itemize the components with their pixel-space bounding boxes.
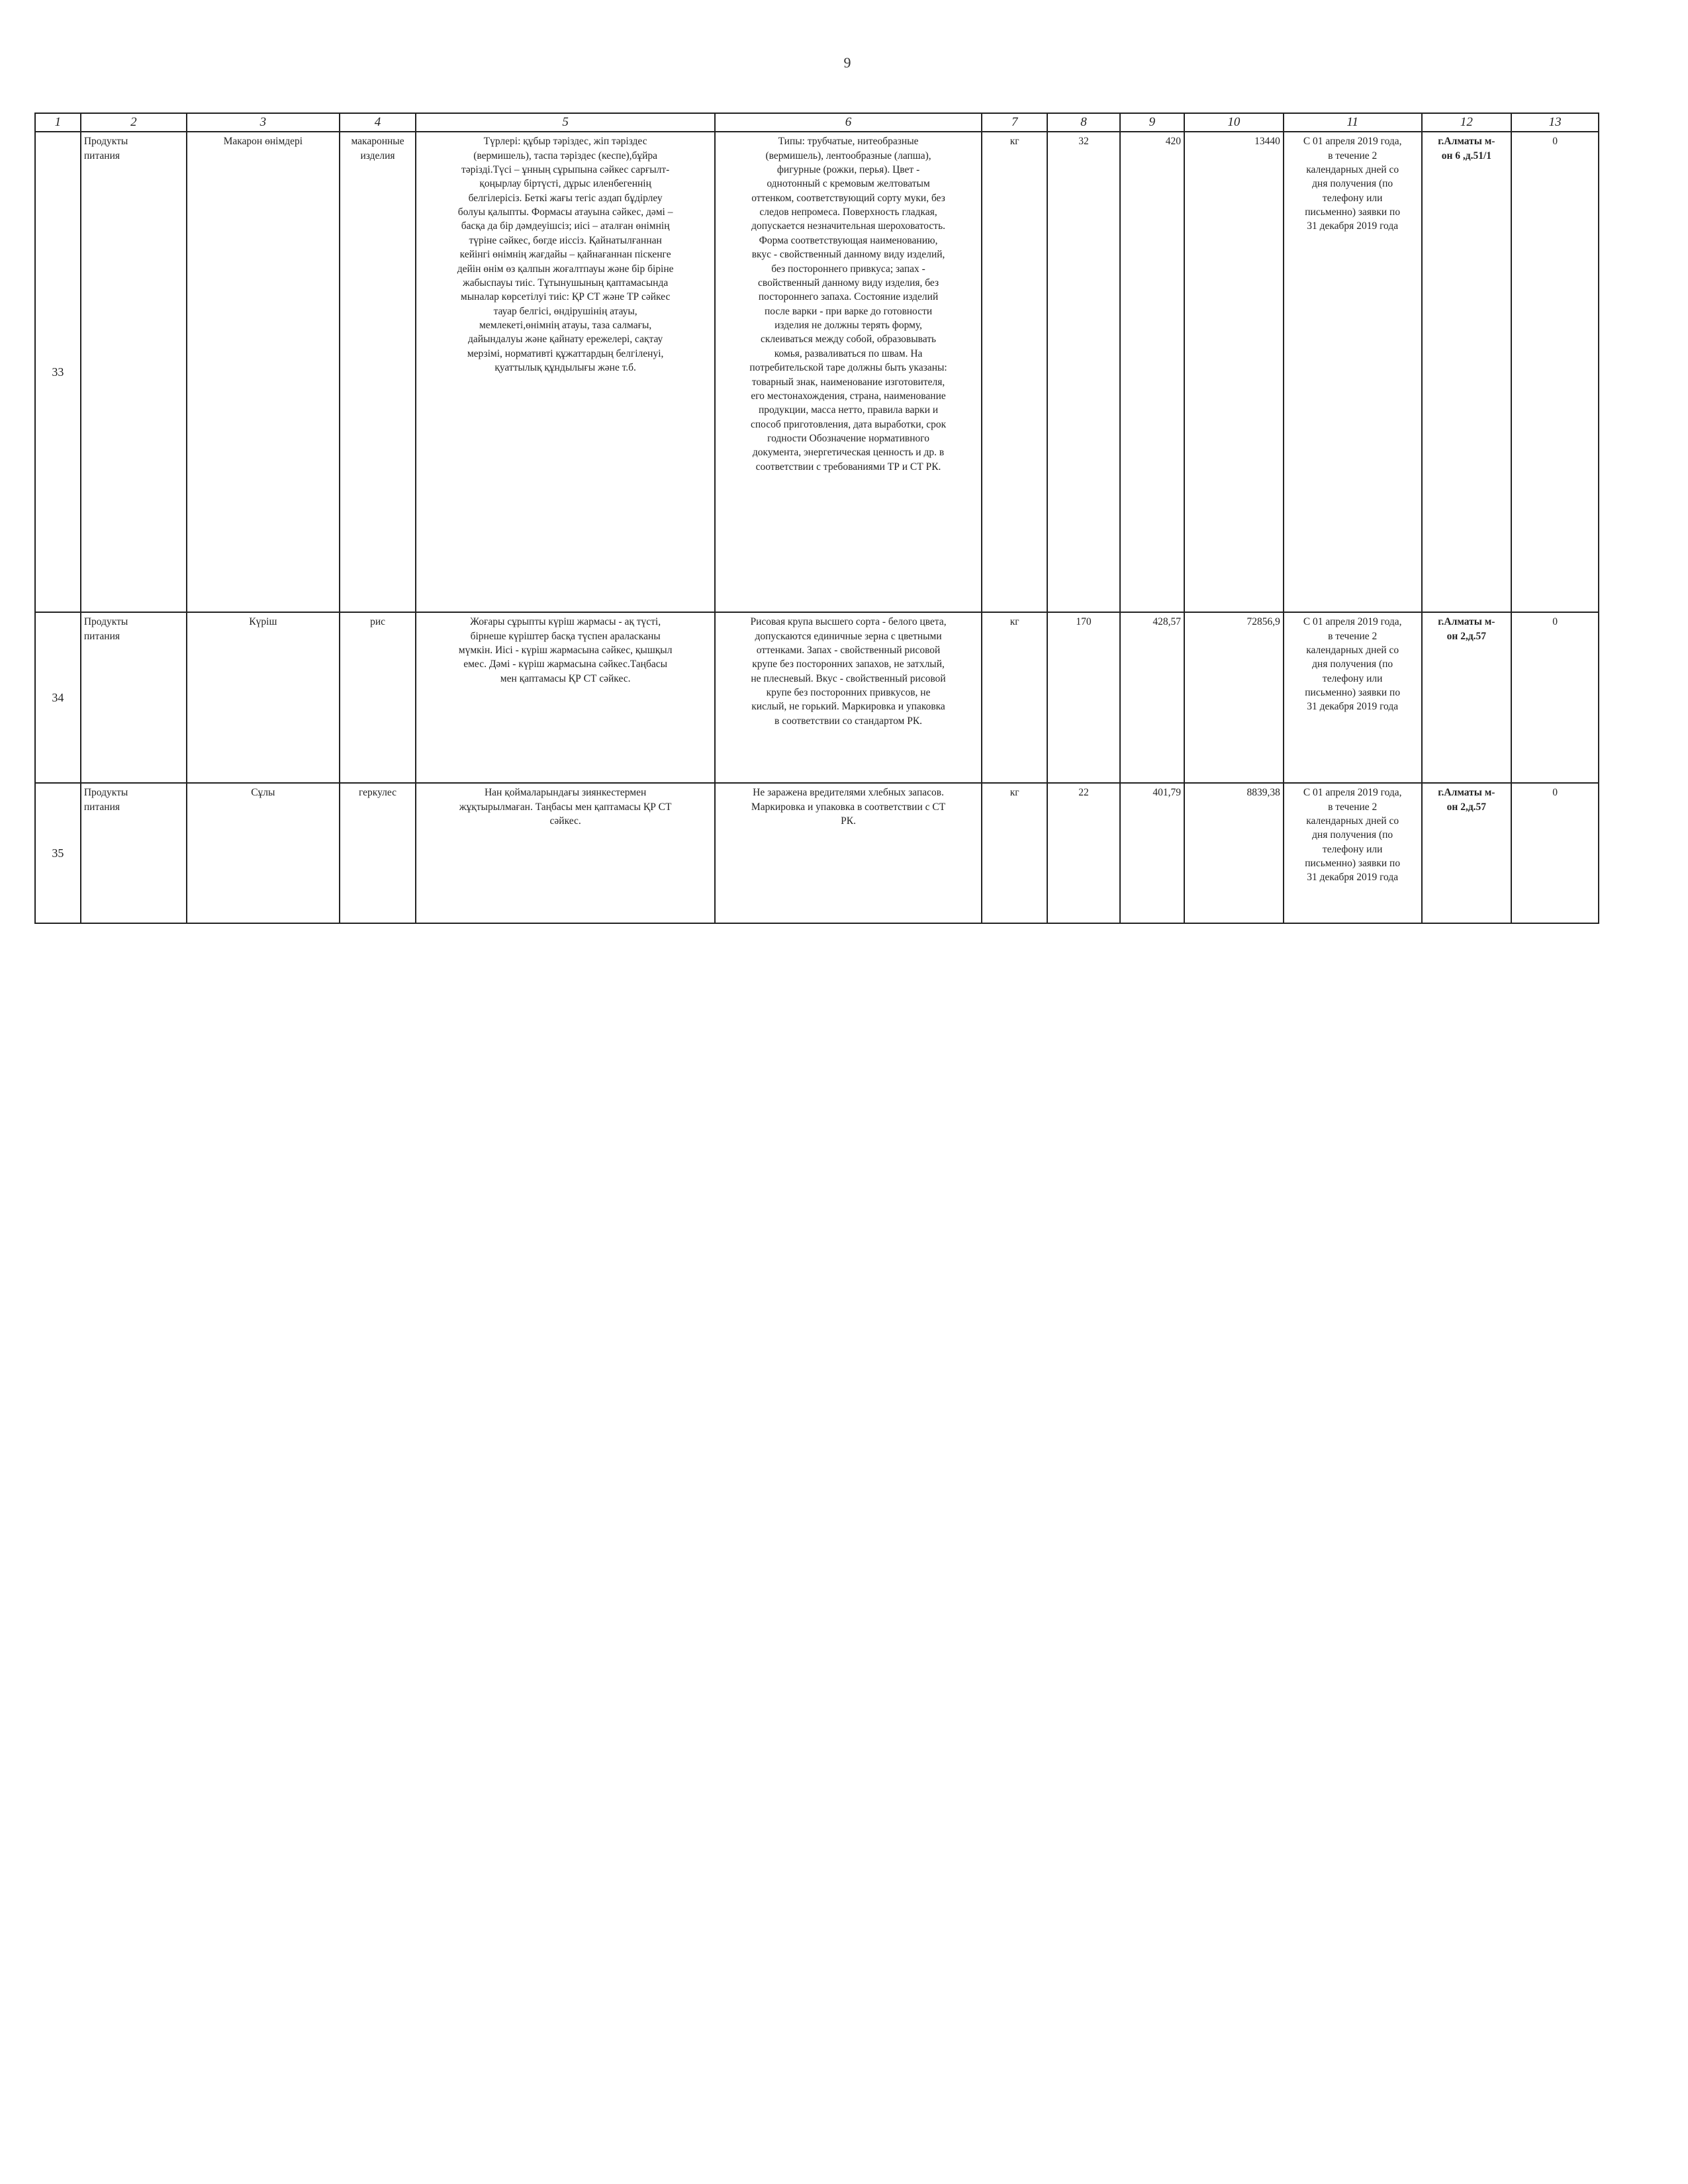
category-cell: Продукты питания bbox=[81, 612, 187, 783]
sum-cell: 13440 bbox=[1184, 132, 1284, 612]
delivery-term-cell: С 01 апреля 2019 года, в течение 2 календарных дней со дня получения (по телефону или письменно) заявки по 31 декабря 2019 года bbox=[1284, 612, 1422, 783]
column-header: 1 bbox=[35, 113, 81, 132]
column-number-row bbox=[35, 113, 1599, 132]
price-cell: 420 bbox=[1120, 132, 1184, 612]
column-header: 2 bbox=[81, 113, 187, 132]
spec-ru-cell: Не заражена вредителями хлебных запасов. Маркировка и упаковка в соответствии с СТ РК. bbox=[715, 783, 982, 923]
spec-kz-cell: Түрлері: құбыр тәріздес, жіп тәріздес (вермишель), таспа тәріздес (кеспе),бұйра тәрізді.Түсі – ұнның сұрыпына сәйкес сарғылт- қоңырлау біртүсті, дұрыс иленбегеннің белгілерісіз. Беткі жағы тегіс аздап бұдірлеу болуы қалыпты. Формасы атауына сәйкес, дәмі – басқа да бір дәмдеуішсіз; иісі – аталған өнімнің түріне сәйкес, бөгде иіссіз. Қайнатылғаннан кейінгі өнімнің жағдайы – қайнағаннан піскенге дейін өнім өз қалпын жоғалтпауы және бір біріне жабыспауы тиіс. Тұтынушының қаптамасында мыналар көрсетілуі тиіс: ҚР СТ және ТР сәйкес тауар белгісі, өндірушінің атауы, мемлекеті,өнімнің атауы, таза салмағы, дайындалуы және қайнату ережелері, сақтау мерзімі, нормативті құжаттардың белгіленуі, қуаттылық құндылығы және т.б. bbox=[416, 132, 715, 612]
column-header: 7 bbox=[982, 113, 1047, 132]
quantity-cell: 22 bbox=[1047, 783, 1119, 923]
spec-ru-cell: Рисовая крупа высшего сорта - белого цвета, допускаются единичные зерна с цветными оттенками. Запах - свойственный рисовой крупе без посторонних запахов, не затхлый, не плесневый. Вкус - свойственный рисовой крупе без посторонних привкусов, не кислый, не горький. Маркировка и упаковка в соответствии со стандартом РК. bbox=[715, 612, 982, 783]
delivery-place-cell: г.Алматы м- он 2,д.57 bbox=[1422, 612, 1512, 783]
column-header: 12 bbox=[1422, 113, 1512, 132]
column-13-cell: 0 bbox=[1511, 612, 1599, 783]
delivery-place-cell: г.Алматы м- он 6 ,д.51/1 bbox=[1422, 132, 1512, 612]
sum-cell: 72856,9 bbox=[1184, 612, 1284, 783]
unit-cell: кг bbox=[982, 783, 1047, 923]
name-ru-cell: рис bbox=[340, 612, 416, 783]
unit-cell: кг bbox=[982, 612, 1047, 783]
column-13-cell: 0 bbox=[1511, 132, 1599, 612]
procurement-table bbox=[34, 113, 1599, 924]
spec-kz-cell: Жоғары сұрыпты күріш жармасы - ақ түсті, бірнеше күріштер басқа түспен араласканы мүмкін. Иісі - күріш жармасына сәйкес, қышқыл емес. Дәмі - күріш жармасына сәйкес.Таңбасы мен қаптамасы ҚР СТ сәйкес. bbox=[416, 612, 715, 783]
column-header: 3 bbox=[187, 113, 340, 132]
quantity-cell: 32 bbox=[1047, 132, 1119, 612]
unit-cell: кг bbox=[982, 132, 1047, 612]
row-number: 34 bbox=[35, 612, 81, 783]
table-row bbox=[35, 783, 1599, 923]
column-header: 4 bbox=[340, 113, 416, 132]
table-row bbox=[35, 612, 1599, 783]
delivery-term-cell: С 01 апреля 2019 года, в течение 2 календарных дней со дня получения (по телефону или письменно) заявки по 31 декабря 2019 года bbox=[1284, 783, 1422, 923]
table-row bbox=[35, 132, 1599, 612]
column-header: 13 bbox=[1511, 113, 1599, 132]
price-cell: 428,57 bbox=[1120, 612, 1184, 783]
column-13-cell: 0 bbox=[1511, 783, 1599, 923]
name-kz-cell: Сұлы bbox=[187, 783, 340, 923]
delivery-place-cell: г.Алматы м- он 2,д.57 bbox=[1422, 783, 1512, 923]
column-header: 8 bbox=[1047, 113, 1119, 132]
sum-cell: 8839,38 bbox=[1184, 783, 1284, 923]
column-header: 11 bbox=[1284, 113, 1422, 132]
row-number: 35 bbox=[35, 783, 81, 923]
delivery-term-cell: С 01 апреля 2019 года, в течение 2 календарных дней со дня получения (по телефону или письменно) заявки по 31 декабря 2019 года bbox=[1284, 132, 1422, 612]
row-number: 33 bbox=[35, 132, 81, 612]
column-header: 9 bbox=[1120, 113, 1184, 132]
page-number: 9 bbox=[843, 54, 851, 71]
category-cell: Продукты питания bbox=[81, 132, 187, 612]
name-ru-cell: геркулес bbox=[340, 783, 416, 923]
column-header: 10 bbox=[1184, 113, 1284, 132]
name-ru-cell: макаронные изделия bbox=[340, 132, 416, 612]
column-header: 6 bbox=[715, 113, 982, 132]
quantity-cell: 170 bbox=[1047, 612, 1119, 783]
category-cell: Продукты питания bbox=[81, 783, 187, 923]
name-kz-cell: Макарон өнімдері bbox=[187, 132, 340, 612]
price-cell: 401,79 bbox=[1120, 783, 1184, 923]
column-header: 5 bbox=[416, 113, 715, 132]
spec-kz-cell: Нан қоймаларындағы зиянкестермен жұқтырылмаған. Таңбасы мен қаптамасы ҚР СТ сәйкес. bbox=[416, 783, 715, 923]
name-kz-cell: Күріш bbox=[187, 612, 340, 783]
spec-ru-cell: Типы: трубчатые, нитеобразные (вермишель), лентообразные (лапша), фигурные (рожки, перья). Цвет - однотонный с кремовым желтоватым оттенком, соответствующий сорту муки, без следов непромеса. Поверхность гладкая, допускается незначительная шероховатость. Форма соответствующая наименованию, вкус - свойственный данному виду изделий, без постороннего привкуса; запах - свойственный данному виду изделия, без постороннего запаха. Состояние изделий после варки - при варке до готовности изделия не должны терять форму, склеиваться между собой, образовывать комья, разваливаться по швам. На потребительской таре должны быть указаны: товарный знак, наименование изготовителя, его местонахождения, страна, наименование продукции, масса нетто, правила варки и способ приготовления, дата выработки, срок годности Обозначение нормативного документа, энергетическая ценность и др. в соответствии с требованиями ТР и СТ РК. bbox=[715, 132, 982, 612]
